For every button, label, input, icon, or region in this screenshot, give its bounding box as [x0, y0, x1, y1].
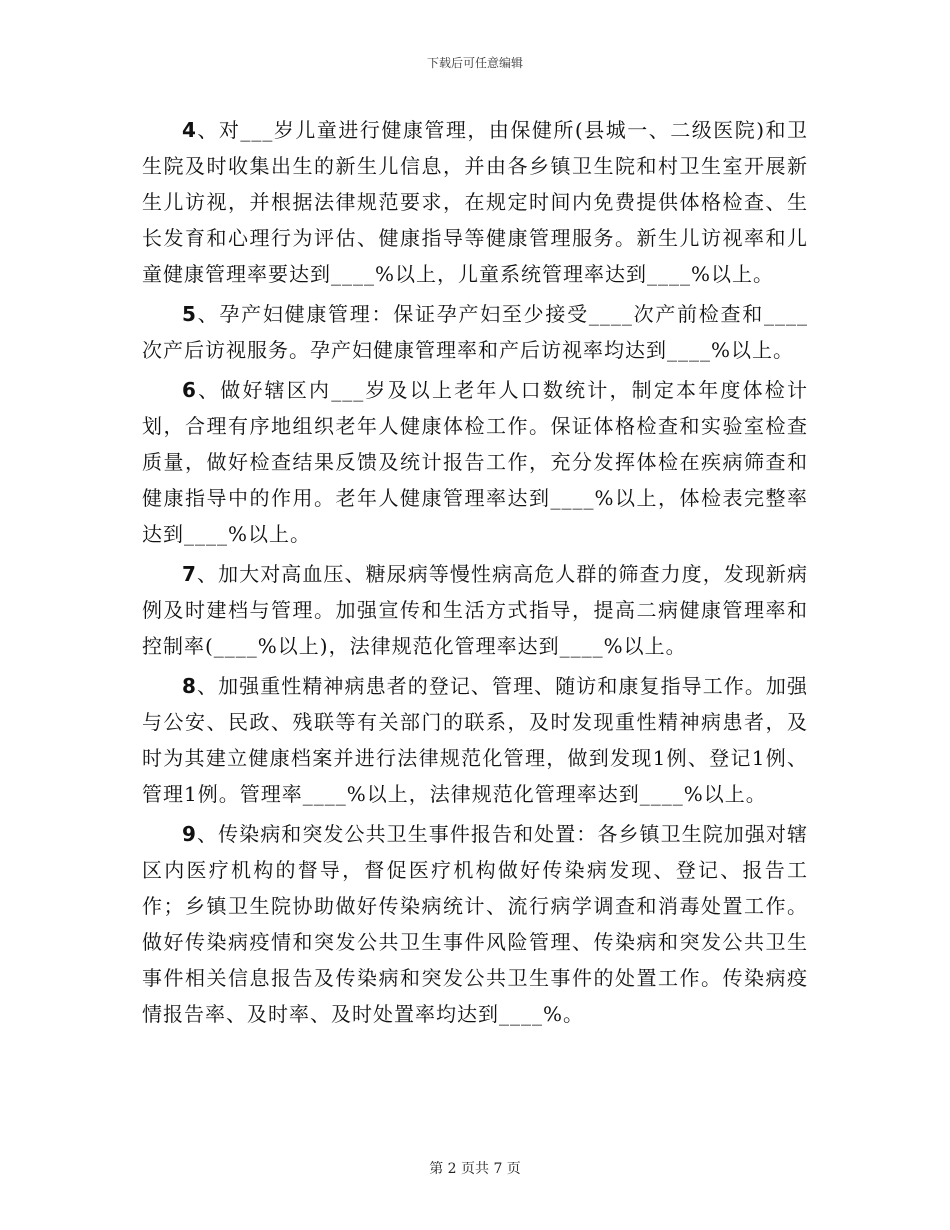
paragraph-item-4	[142, 112, 808, 292]
paragraph-item-5	[142, 296, 808, 368]
paragraph-item-9	[142, 816, 808, 1032]
paragraph-number: 8	[182, 674, 197, 698]
page-footer: 第 2 页共 7 页	[429, 1161, 521, 1177]
document-body	[142, 112, 808, 1036]
paragraph-number: 7	[182, 562, 197, 586]
paragraph-number: 6	[182, 378, 197, 402]
paragraph-item-7	[142, 556, 808, 664]
paragraph-number: 5	[182, 302, 197, 326]
paragraph-number: 4	[182, 118, 197, 142]
paragraph-text: 、做好辖区内___岁及以上老年人口数统计，制定本年度体检计划，合理有序地组织老年人健康体检工作。保证体格检查和实验室检查质量，做好检查结果反馈及统计报告工作，充分发挥体检在疾病筛查和健康指导中的作用。老年人健康管理率达到____%以上，体检表完整率达到____%以上。	[142, 378, 808, 546]
paragraph-item-6	[142, 372, 808, 552]
paragraph-text: 、加大对高血压、糖尿病等慢性病高危人群的筛查力度，发现新病例及时建档与管理。加强宣传和生活方式指导，提高二病健康管理率和控制率(____%以上)，法律规范化管理率达到____%以上。	[142, 562, 808, 658]
page-header: 下载后可任意编辑	[426, 56, 523, 70]
paragraph-number: 9	[182, 822, 197, 846]
paragraph-text: 、传染病和突发公共卫生事件报告和处置：各乡镇卫生院加强对辖区内医疗机构的督导，督促医疗机构做好传染病发现、登记、报告工作；乡镇卫生院协助做好传染病统计、流行病学调查和消毒处置工作。做好传染病疫情和突发公共卫生事件风险管理、传染病和突发公共卫生事件相关信息报告及传染病和突发公共卫生事件的处置工作。传染病疫情报告率、及时率、及时处置率均达到____%。	[142, 822, 808, 1026]
paragraph-text: 、加强重性精神病患者的登记、管理、随访和康复指导工作。加强与公安、民政、残联等有关部门的联系，及时发现重性精神病患者，及时为其建立健康档案并进行法律规范化管理，做到发现1例、登记1例、管理1例。管理率____%以上，法律规范化管理率达到____%以上。	[142, 674, 808, 806]
paragraph-text: 、孕产妇健康管理：保证孕产妇至少接受____次产前检查和____次产后访视服务。孕产妇健康管理率和产后访视率均达到____%以上。	[142, 302, 808, 362]
paragraph-item-8	[142, 668, 808, 812]
paragraph-text: 、对___岁儿童进行健康管理，由保健所(县城一、二级医院)和卫生院及时收集出生的新生儿信息，并由各乡镇卫生院和村卫生室开展新生儿访视，并根据法律规范要求，在规定时间内免费提供体格检查、生长发育和心理行为评估、健康指导等健康管理服务。新生儿访视率和儿童健康管理率要达到____%以上，儿童系统管理率达到____%以上。	[142, 118, 808, 286]
